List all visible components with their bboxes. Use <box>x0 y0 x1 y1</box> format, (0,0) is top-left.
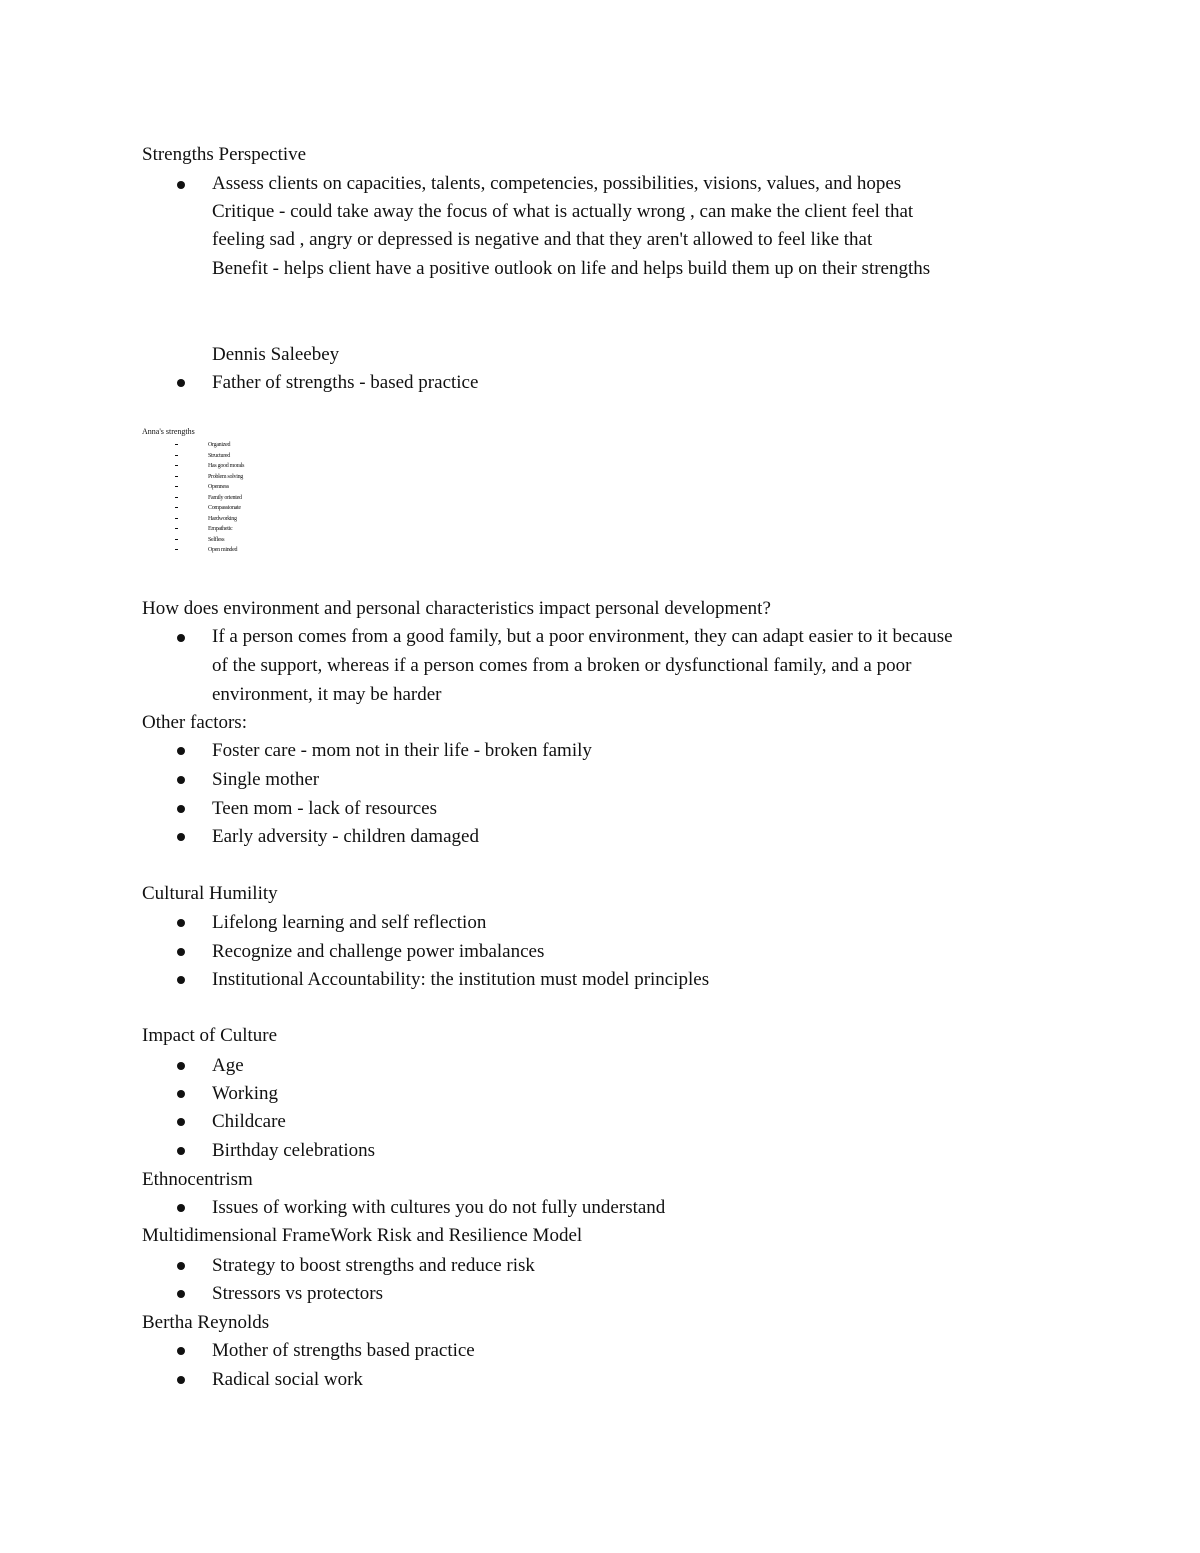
dash-icon <box>175 528 178 529</box>
bullet-icon <box>177 181 185 189</box>
bullet-icon <box>177 1118 185 1126</box>
list-item: Openness <box>175 482 229 493</box>
list-item: Organized <box>175 440 230 451</box>
list-item: Working <box>212 1083 279 1104</box>
bullet-icon <box>177 1262 185 1270</box>
environment-question: How does environment and personal characteristics impact personal development? <box>142 598 771 619</box>
multidimensional-heading: Multidimensional FrameWork Risk and Resilience Model <box>142 1225 583 1246</box>
bullet-icon <box>177 833 185 841</box>
annas-strengths-title: Anna's strengths <box>142 427 195 436</box>
list-item: Compassionate <box>175 503 241 514</box>
list-item: Institutional Accountability: the institution must model principles <box>212 969 710 990</box>
bullet-icon <box>177 1090 185 1098</box>
environment-answer-line-2: of the support, whereas if a person comes from a broken or dysfunctional family, and a poor <box>212 655 912 676</box>
strengths-perspective-heading: Strengths Perspective <box>142 144 307 165</box>
list-item: Birthday celebrations <box>212 1140 376 1161</box>
dash-icon <box>175 497 178 498</box>
list-item: Structured <box>175 451 230 462</box>
dash-icon <box>175 549 178 550</box>
list-item: Single mother <box>212 769 320 790</box>
dash-icon <box>175 486 178 487</box>
bullet-icon <box>177 379 185 387</box>
list-item: Issues of working with cultures you do not fully understand <box>212 1197 666 1218</box>
bullet-icon <box>177 634 185 642</box>
list-item: Radical social work <box>212 1369 363 1390</box>
dennis-saleebey: Dennis Saleebey <box>212 344 340 365</box>
list-item: Open minded <box>175 545 237 556</box>
bullet-icon <box>177 1376 185 1384</box>
dash-icon <box>175 539 178 540</box>
father-of-strengths: Father of strengths - based practice <box>212 372 479 393</box>
list-item: Recognize and challenge power imbalances <box>212 941 545 962</box>
ethnocentrism-heading: Ethnocentrism <box>142 1169 253 1190</box>
strengths-bullet-assess: Assess clients on capacities, talents, competencies, possibilities, visions, values, and hopes <box>212 173 902 194</box>
critique-line-1: Critique - could take away the focus of what is actually wrong , can make the client feel that <box>212 201 914 222</box>
list-item: Has good morals <box>175 461 244 472</box>
critique-line-2: feeling sad , angry or depressed is negative and that they aren't allowed to feel like that <box>212 229 873 250</box>
bullet-icon <box>177 1290 185 1298</box>
list-item: Empathetic <box>175 524 232 535</box>
benefit-line: Benefit - helps client have a positive outlook on life and helps build them up on their strengths <box>212 258 931 279</box>
list-item: Childcare <box>212 1111 286 1132</box>
list-item: Family oriented <box>175 493 242 504</box>
bullet-icon <box>177 948 185 956</box>
list-item: Early adversity - children damaged <box>212 826 479 847</box>
list-item: Mother of strengths based practice <box>212 1340 475 1361</box>
bullet-icon <box>177 1347 185 1355</box>
bullet-icon <box>177 1204 185 1212</box>
list-item: Stressors vs protectors <box>212 1283 383 1304</box>
list-item: Teen mom - lack of resources <box>212 798 437 819</box>
bertha-reynolds-heading: Bertha Reynolds <box>142 1312 270 1333</box>
dash-icon <box>175 518 178 519</box>
list-item: Problem solving <box>175 472 243 483</box>
dash-icon <box>175 476 178 477</box>
bullet-icon <box>177 919 185 927</box>
list-item: Hardworking <box>175 514 237 525</box>
dash-icon <box>175 465 178 466</box>
bullet-icon <box>177 1147 185 1155</box>
environment-answer-line-1: If a person comes from a good family, but a poor environment, they can adapt easier to it because <box>212 626 953 647</box>
list-item: Strategy to boost strengths and reduce risk <box>212 1255 535 1276</box>
list-item: Lifelong learning and self reflection <box>212 912 487 933</box>
list-item: Foster care - mom not in their life - broken family <box>212 740 592 761</box>
bullet-icon <box>177 805 185 813</box>
impact-of-culture-heading: Impact of Culture <box>142 1025 278 1046</box>
other-factors-heading: Other factors: <box>142 712 247 733</box>
dash-icon <box>175 455 178 456</box>
bullet-icon <box>177 776 185 784</box>
bullet-icon <box>177 1062 185 1070</box>
list-item: Selfless <box>175 535 224 546</box>
dash-icon <box>175 444 178 445</box>
dash-icon <box>175 507 178 508</box>
bullet-icon <box>177 976 185 984</box>
list-item: Age <box>212 1055 244 1076</box>
cultural-humility-heading: Cultural Humility <box>142 883 278 904</box>
environment-answer-line-3: environment, it may be harder <box>212 684 442 705</box>
bullet-icon <box>177 747 185 755</box>
